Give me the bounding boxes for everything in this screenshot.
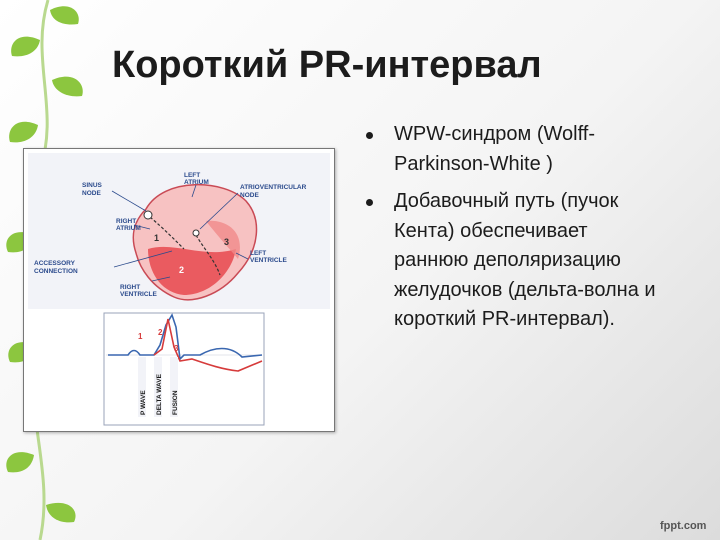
label-node: NODE xyxy=(82,190,101,197)
bullet-list xyxy=(366,120,666,343)
bullet-text: WPW-синдром (Wolff-Parkinson-White ) xyxy=(394,123,595,175)
label-left: LEFT xyxy=(184,172,201,179)
bullet-dot-icon xyxy=(366,132,373,139)
heart-number-2: 2 xyxy=(179,265,185,275)
bullet-item xyxy=(366,187,666,335)
bullet-text: Добавочный путь (пучок Кента) обеспечивает раннюю деполяризацию желудочков (дельта-волна и короткий PR-интервал). xyxy=(394,190,656,330)
label-av-node: NODE xyxy=(240,192,259,199)
ecg-number-2: 2 xyxy=(158,328,163,337)
leaf-icon xyxy=(6,452,34,472)
ecg-label-fusion: FUSION xyxy=(172,390,179,415)
label-lv-left: LEFT xyxy=(250,250,267,257)
leaf-icon xyxy=(52,77,83,97)
label-rv-right: RIGHT xyxy=(120,284,141,291)
heart-number-1: 1 xyxy=(154,233,160,243)
label-right: RIGHT xyxy=(116,218,137,225)
heart-number-3: 3 xyxy=(224,237,230,247)
bullet-dot-icon xyxy=(366,199,373,206)
wpw-figure xyxy=(23,148,335,432)
ecg-label-p-wave: P WAVE xyxy=(140,390,147,415)
label-rv-ventricle: VENTRICLE xyxy=(120,291,157,298)
leaf-icon xyxy=(9,122,38,143)
sinus-node-dot xyxy=(144,211,152,219)
label-atrium: ATRIUM xyxy=(184,179,209,186)
bullet-item xyxy=(366,120,666,179)
ecg-label-delta-wave: DELTA WAVE xyxy=(156,374,163,415)
label-atrioventricular: ATRIOVENTRICULAR xyxy=(240,184,307,191)
ecg-number-1: 1 xyxy=(138,332,143,341)
label-sinus: SINUS xyxy=(82,182,102,189)
wpw-illustration xyxy=(24,149,334,431)
label-accessory: ACCESSORY xyxy=(34,260,75,267)
label-lv-ventricle: VENTRICLE xyxy=(250,257,287,264)
slide-title: Короткий PR-интервал xyxy=(112,44,542,86)
leaf-icon xyxy=(50,6,79,24)
av-node-dot xyxy=(193,230,199,236)
leaf-icon xyxy=(11,37,40,57)
leaf-icon xyxy=(46,503,76,522)
label-right-atrium: ATRIUM xyxy=(116,225,141,232)
label-connection: CONNECTION xyxy=(34,268,78,275)
ecg-number-3: 3 xyxy=(174,344,179,353)
watermark: fppt.com xyxy=(660,520,707,532)
